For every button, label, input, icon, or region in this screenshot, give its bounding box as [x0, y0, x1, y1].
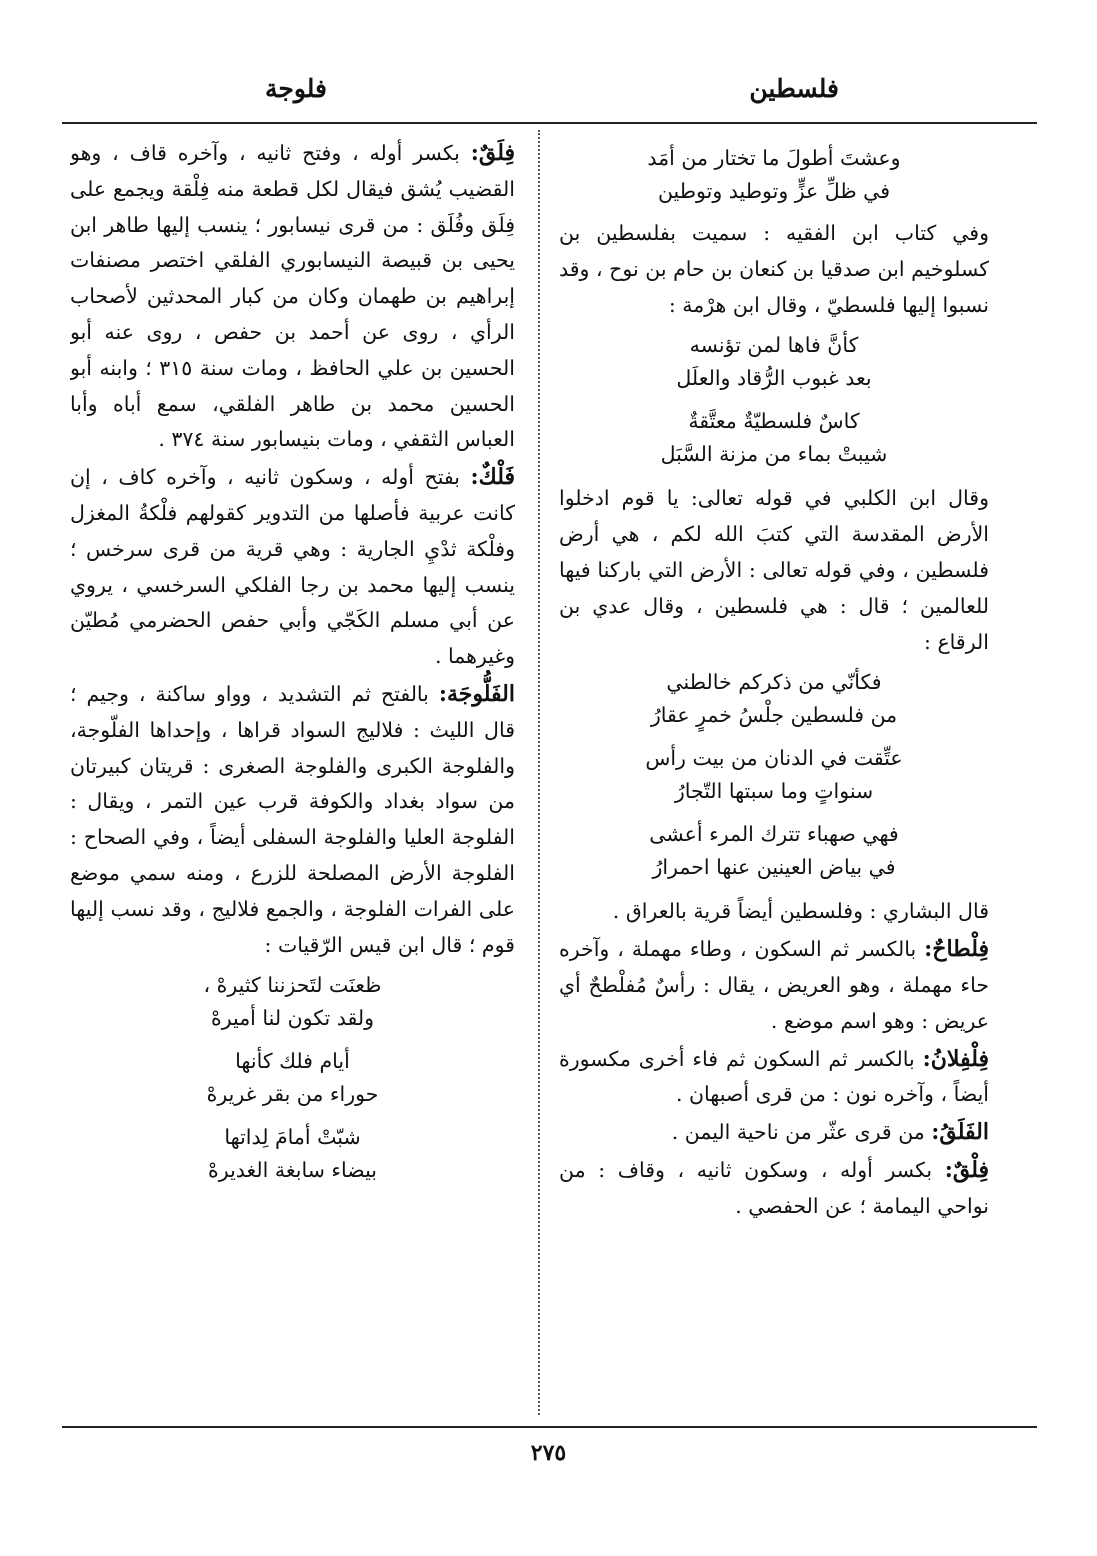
verse-line: كاسٌ فلسطيّةٌ معتَّقةٌ	[688, 409, 860, 434]
entry-text: بكسر أوله ، وسكون ثانيه ، وقاف : من نواحي اليمامة ؛ عن الحفصي .	[559, 1157, 989, 1218]
right-column	[559, 136, 989, 1421]
verse-line: حوراء من بقر غريرهْ	[206, 1082, 379, 1107]
verse-line: أيام فلك كأنها	[235, 1049, 350, 1074]
entry-text: من قرى عثّر من ناحية اليمن .	[671, 1120, 932, 1145]
verse-line: فهي صهباء تترك المرء أعشى	[649, 822, 899, 847]
entry	[559, 1115, 989, 1151]
verse-line: وعشتَ أطولَ ما تختار من أمَد	[647, 146, 901, 170]
page-number: ٢٧٥	[530, 1440, 567, 1466]
verse-line: شبّتْ أمامَ لِداتها	[224, 1125, 361, 1150]
entry	[70, 136, 515, 458]
entry	[559, 932, 989, 1039]
entry-term: فِلْقٌ:	[944, 1156, 989, 1183]
entry-text: بفتح أوله ، وسكون ثانيه ، وآخره كاف ، إن كانت عربية فأصلها من التدوير كقولهم فلْكةُ المغزل وفلْكة ثدْيِ الجارية : وهي قرية من قرى سرخس ؛ ينسب إليها محمد بن رجا الفلكي السرخسي ، يروي عن أبي مسلم الكَجّي وأبي حفص الحضرمي مُطيّن وغيرهما .	[70, 465, 515, 669]
verse-line: ظعنَت لتَحزننا كثيرهْ ،	[203, 973, 382, 998]
entry-term: فِلْفِلانُ:	[922, 1045, 989, 1072]
entry-term: فِلْطاحٌ:	[924, 936, 989, 963]
bottom-rule	[62, 1426, 1037, 1428]
entry	[559, 1042, 989, 1114]
entry-term: الفَلُّوجَة:	[438, 680, 515, 707]
verse-line: شيبتْ بماء من مزنة السَّبَل	[660, 442, 888, 467]
paragraph: وقال ابن الكلبي في قوله تعالى: يا قوم ادخلوا الأرض المقدسة التي كتبَ الله لكم ، هي أرض فلسطين ، وفي قوله تعالى : الأرض التي باركنا فيها للعالمين ؛ قال : هي فلسطين ، وقال عدي بن الرقاع :	[559, 486, 989, 654]
verse-line: كأنَّ فاها لمن تؤنسه	[689, 333, 859, 358]
entry-text: بالكسر ثم السكون ، وطاء مهملة ، وآخره حاء مهملة ، وهو العريض ، يقال : رأسٌ مُفلْطحٌ أي عريض : وهو اسم موضع .	[559, 937, 989, 1033]
verse-block-4	[70, 969, 515, 1187]
verse-line: في ظلِّ عزٍّ وتوطيد وتوطين	[657, 179, 891, 203]
verse-line: في بياض العينين عنها احمرارُ	[652, 855, 896, 880]
paragraph: وفي كتاب ابن الفقيه : سميت بفلسطين بن كسلوخيم ابن صدقيا بن كنعان بن حام بن نوح ، وقد نسبوا إليها فلسطيّ ، وقال ابن هرْمة :	[559, 221, 989, 317]
verse-line: سنواتٍ وما سبتها التّجارُ	[674, 779, 874, 804]
entry-term: فَلْكٌ:	[470, 464, 515, 491]
running-header-left: فلوجة	[265, 74, 327, 103]
verse-block-3	[559, 666, 989, 884]
entry-text: بالكسر ثم السكون ثم فاء أخرى مكسورة أيضاً ، وآخره نون : من قرى أصبهان .	[559, 1046, 989, 1107]
running-header-right: فلسطين	[749, 74, 839, 103]
verse-block-2	[559, 329, 989, 471]
entry	[70, 460, 515, 675]
column-divider	[538, 130, 540, 1415]
verse-block-1	[559, 142, 989, 208]
verse-line: من فلسطين جلْسُ خمرٍ عقارُ	[650, 703, 898, 728]
verse-line: بيضاء سابغة الغديرهْ	[208, 1158, 377, 1183]
verse-line: عتِّقت في الدنان من بيت رأس	[645, 746, 903, 771]
top-rule	[62, 122, 1037, 124]
paragraph: قال البشاري : وفلسطين أيضاً قرية بالعراق .	[612, 899, 989, 924]
entry-term: فِلَقٌ:	[470, 140, 515, 166]
entry	[559, 1153, 989, 1225]
verse-line: بعد غبوب الرُّقاد والعلَل	[676, 366, 872, 391]
left-column	[70, 136, 515, 1421]
entry-term: الفَلَقُ:	[931, 1119, 989, 1146]
verse-line: فكأنّي من ذكركم خالطني	[666, 670, 882, 695]
entry-text: بكسر أوله ، وفتح ثانيه ، وآخره قاف ، وهو القضيب يُشق فيقال لكل قطعة منه فِلْقة ويجمع على فِلَق وفُلَق : من قرى نيسابور ؛ ينسب إليها طاهر ابن يحيى بن قبيصة النيسابوري الفلقي اختصر مصنفات إبراهيم بن طهمان وكان من كبار المحدثين لأصحاب الرأي ، روى عن أحمد بن حفص ، روى عنه أبو الحسين بن علي الحافظ ، ومات سنة ٣١٥ ؛ وابنه أبو الحسين محمد بن طاهر الفلقي، سمع أباه وأبا العباس الثقفي ، ومات بنيسابور سنة ٣٧٤ .	[70, 141, 515, 452]
entry-text: بالفتح ثم التشديد ، وواو ساكنة ، وجيم ؛ قال الليث : فلاليج السواد قراها ، وإحداها الفلّوجة، والفلوجة الكبرى والفلوجة الصغرى : قريتان كبيرتان من سواد بغداد والكوفة قرب عين التمر ، ويقال : الفلوجة العليا والفلوجة السفلى أيضاً ، وفي الصحاح : الفلوجة الأرض المصلحة للزرع ، ومنه سمي موضع على الفرات الفلوجة ، والجمع فلاليج ، وقد نسب إليها قوم ؛ قال ابن قيس الرّقيات :	[70, 681, 515, 957]
verse-line: ولقد تكون لنا أميرهْ	[210, 1006, 375, 1031]
entry	[70, 677, 515, 963]
